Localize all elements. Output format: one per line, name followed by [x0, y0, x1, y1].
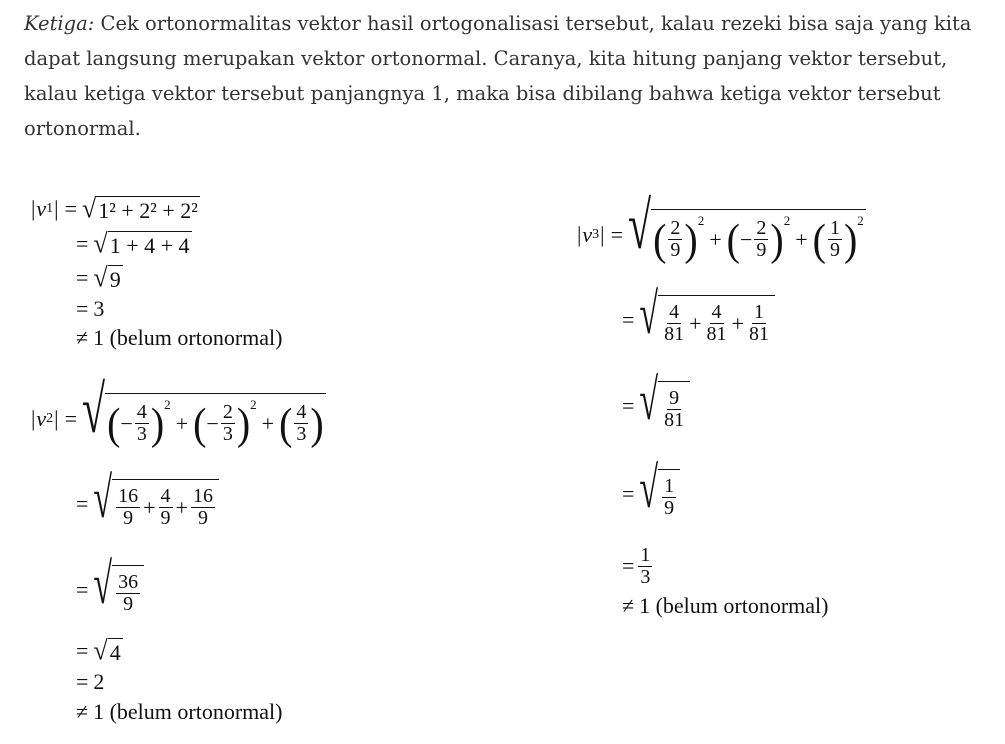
v1-sqrt-3: √ 9 — [93, 262, 121, 293]
v3-sqrt-4: √ $\frac{1}{9}$ — [639, 469, 680, 519]
v2-line-6: ≠ 1 (belum ortonormal) — [76, 699, 283, 724]
intro-lead: Ketiga: — [24, 12, 95, 35]
v2-s3-num: 16 — [192, 485, 213, 507]
v3-s2-den: 81 — [706, 323, 727, 345]
v3-q-num: 1 — [664, 475, 675, 497]
v1-expr-2: 1 + 4 + 4 — [109, 232, 190, 258]
v2-t1-den: 3 — [136, 423, 147, 445]
v2-t2-den: 3 — [222, 423, 233, 445]
v3-subscript: 3 — [592, 227, 600, 242]
v1-line-2: = √ 1 + 4 + 4 — [76, 228, 190, 259]
v2-sqrt-2: √ $\frac{16}{9}$ + $\frac{4}{9}$ + $\frac{16}{9}$ — [93, 479, 219, 529]
v3-s3-num: 1 — [753, 301, 764, 323]
v3-sqrt-3: √ $\frac{9}{81}$ — [639, 381, 690, 431]
v3-r-num: 9 — [669, 387, 680, 409]
v3-t2-den: 9 — [756, 239, 767, 261]
v1-expr-1: 1² + 2² + 2² — [98, 197, 198, 223]
v3-line-1: | v 3 | = √ ( $\frac{2}{9}$ ) 2 + ( − $\frac{2}{9}$ ) 2 + ( $\frac{1}{9}$ ) 2 — [577, 190, 864, 265]
v2-exp-2: 2 — [250, 397, 257, 412]
v2-r-den: 9 — [123, 593, 134, 615]
v3-line-4: = √ $\frac{1}{9}$ — [622, 456, 680, 532]
v2-expr-4: 4 — [109, 639, 121, 665]
v1-symbol: v — [36, 196, 47, 221]
v2-sqrt-1: √ ( − $\frac{4}{3}$ ) 2 + ( − $\frac{2}{3}$ ) 2 + ( $\frac{4}{3}$ ) — [82, 374, 324, 449]
v2-line-2: = √ $\frac{16}{9}$ + $\frac{4}{9}$ + $\frac{16}{9}$ — [76, 466, 219, 542]
v2-s1-num: 16 — [118, 485, 139, 507]
v3-t1-num: 2 — [670, 217, 681, 239]
v1-line-5: ≠ 1 (belum ortonormal) — [76, 325, 283, 350]
v2-conclusion: 1 (belum ortonormal) — [93, 699, 283, 724]
v3-line-5: = $\frac{1}{3}$ — [622, 543, 651, 588]
v2-result: 2 — [93, 669, 105, 694]
v3-s1-den: 81 — [664, 323, 685, 345]
v3-t1-den: 9 — [670, 239, 681, 261]
v1-expr-3: 9 — [109, 266, 121, 292]
v3-t3-den: 9 — [829, 239, 840, 261]
v3-q-den: 9 — [664, 497, 675, 519]
v3-line-6: ≠ 1 (belum ortonormal) — [622, 593, 829, 618]
v3-line-2: = √ $\frac{4}{81}$ + $\frac{4}{81}$ + $\frac{1}{81}$ — [622, 282, 775, 358]
v2-sqrt-3: √ $\frac{36}{9}$ — [93, 565, 144, 615]
v1-result: 3 — [93, 296, 105, 321]
v2-t1-num: 4 — [136, 401, 147, 423]
v1-line-3: = √ 9 — [76, 262, 121, 293]
v2-line-3: = √ $\frac{36}{9}$ — [76, 552, 144, 628]
v3-f-den: 3 — [640, 565, 651, 588]
v2-s2-num: 4 — [160, 485, 171, 507]
intro-text: Cek ortonormalitas vektor hasil ortogonalisasi tersebut, kalau rezeki bisa saja yang kita dapat langsung merupakan vektor ortonormal. Caranya, kita hitung panjang vektor tersebut, kalau ketiga vektor tersebut panjangnya 1, maka bisa dibilang bahwa ketiga vektor tersebut ortonormal. — [24, 12, 972, 140]
v2-line-5: = 2 — [76, 669, 105, 694]
intro-paragraph — [24, 6, 974, 146]
v2-symbol: v — [36, 406, 47, 431]
v3-r-den: 81 — [664, 409, 685, 431]
v2-line-1: | v 2 | = √ ( − $\frac{4}{3}$ ) 2 + ( − $\frac{2}{3}$ ) 2 + ( $\frac{4}{3}$ ) — [31, 374, 324, 449]
v1-sqrt-2: √ 1 + 4 + 4 — [93, 228, 190, 259]
v1-sqrt-1: √ 1² + 2² + 2² — [82, 193, 198, 224]
v3-f-num: 1 — [640, 543, 651, 566]
v3-exp-2: 2 — [783, 213, 791, 228]
v2-subscript: 2 — [46, 411, 54, 426]
v3-sqrt-1: √ ( $\frac{2}{9}$ ) 2 + ( − $\frac{2}{9}$ ) 2 + ( $\frac{1}{9}$ ) 2 — [628, 190, 864, 265]
v3-line-3: = √ $\frac{9}{81}$ — [622, 368, 690, 444]
v2-t3-num: 4 — [296, 401, 307, 423]
v2-t3-den: 3 — [296, 423, 307, 445]
v3-exp-3: 2 — [857, 213, 864, 228]
v3-conclusion: 1 (belum ortonormal) — [639, 593, 829, 618]
v3-t2-num: 2 — [756, 217, 767, 239]
v3-s2-num: 4 — [711, 301, 722, 323]
v2-t2-num: 2 — [222, 401, 233, 423]
v3-symbol: v — [582, 222, 593, 247]
v2-exp-1: 2 — [164, 397, 171, 412]
v1-conclusion: 1 (belum ortonormal) — [93, 325, 283, 350]
v1-subscript: 1 — [46, 201, 54, 216]
v3-sqrt-2: √ $\frac{4}{81}$ + $\frac{4}{81}$ + $\frac{1}{81}$ — [639, 295, 775, 345]
v1-line-4: = 3 — [76, 296, 105, 321]
v2-s2-den: 9 — [160, 507, 171, 529]
v2-s1-den: 9 — [123, 507, 134, 529]
v2-sqrt-4: √ 4 — [93, 635, 121, 666]
v3-exp-1: 2 — [697, 213, 705, 228]
v3-t3-num: 1 — [829, 217, 840, 239]
v3-s3-den: 81 — [748, 323, 769, 345]
v2-r-num: 36 — [118, 571, 139, 593]
v1-line-1: | v 1 | = √ 1² + 2² + 2² — [31, 193, 198, 224]
v2-s3-den: 9 — [197, 507, 208, 529]
v3-s1-num: 4 — [669, 301, 680, 323]
v2-line-4: = √ 4 — [76, 635, 121, 666]
